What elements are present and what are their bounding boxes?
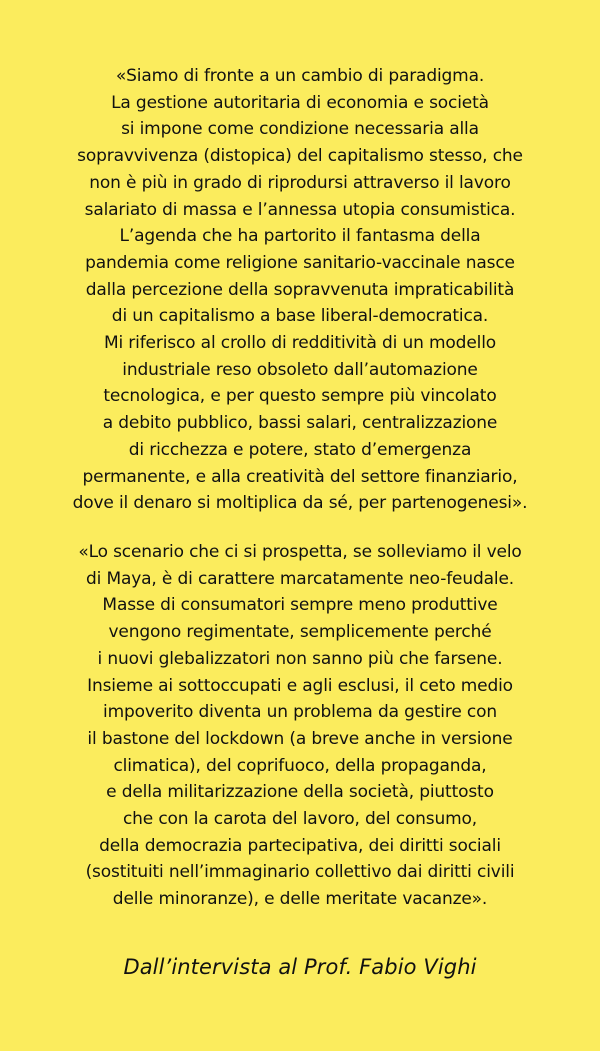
quote-line: e della militarizzazione della società, piuttosto	[106, 782, 494, 803]
quote-line: tecnologica, e per questo sempre più vincolato	[103, 386, 497, 407]
quote-line: impoverito diventa un problema da gestire con	[103, 702, 497, 723]
quote-line: delle minoranze), e delle meritate vacanze».	[112, 889, 488, 910]
quote-line: permanente, e alla creatività del settore finanziario,	[82, 466, 518, 487]
quote-line: Masse di consumatori sempre meno produttive	[102, 595, 498, 616]
quote-line: di Maya, è di carattere marcatamente neo-feudale.	[85, 568, 515, 589]
quote-line: a debito pubblico, bassi salari, centralizzazione	[102, 413, 498, 434]
attribution: Dall’intervista al Prof. Fabio Vighi	[123, 955, 477, 979]
quote-paragraph-1	[0, 63, 600, 517]
quote-line: Insieme ai sottoccupati e agli esclusi, il ceto medio	[87, 675, 513, 696]
quote-line: il bastone del lockdown (a breve anche in versione	[87, 728, 513, 749]
quote-line: della democrazia partecipativa, dei diritti sociali	[99, 835, 501, 856]
quote-line: di un capitalismo a base liberal-democratica.	[111, 306, 489, 327]
quote-line: i nuovi glebalizzatori non sanno più che farsene.	[97, 648, 503, 669]
quote-line: vengono regimentate, semplicemente perché	[108, 622, 492, 643]
quote-line: «Siamo di fronte a un cambio di paradigma.	[115, 66, 485, 86]
quote-line: che con la carota del lavoro, del consumo,	[122, 809, 478, 830]
quote-line: La gestione autoritaria di economia e società	[111, 92, 489, 113]
quote-line: «Lo scenario che ci si prospetta, se solleviamo il velo	[78, 542, 522, 562]
quote-line: industriale reso obsoleto dall’automazione	[122, 359, 478, 380]
quote-line: si impone come condizione necessaria alla	[121, 119, 479, 140]
quote-line: pandemia come religione sanitario-vaccinale nasce	[85, 252, 515, 273]
quote-line: sopravvivenza (distopica) del capitalismo stesso, che	[77, 146, 523, 167]
quote-line: di ricchezza e potere, stato d’emergenza	[128, 439, 472, 460]
quote-paragraph-2	[0, 539, 600, 913]
quote-line: Mi riferisco al crollo di redditività di un modello	[103, 333, 497, 354]
quote-line: L’agenda che ha partorito il fantasma della	[119, 226, 481, 247]
quote-line: salariato di massa e l’annessa utopia consumistica.	[84, 199, 516, 220]
quote-line: climatica), del coprifuoco, della propaganda,	[113, 755, 487, 776]
quote-line: dalla percezione della sopravvenuta impraticabilità	[85, 279, 515, 300]
quote-line: dove il denaro si moltiplica da sé, per partenogenesi».	[72, 493, 528, 514]
quote-line: non è più in grado di riprodursi attraverso il lavoro	[89, 172, 511, 193]
quote-line: (sostituiti nell’immaginario collettivo dai diritti civili	[85, 862, 515, 883]
